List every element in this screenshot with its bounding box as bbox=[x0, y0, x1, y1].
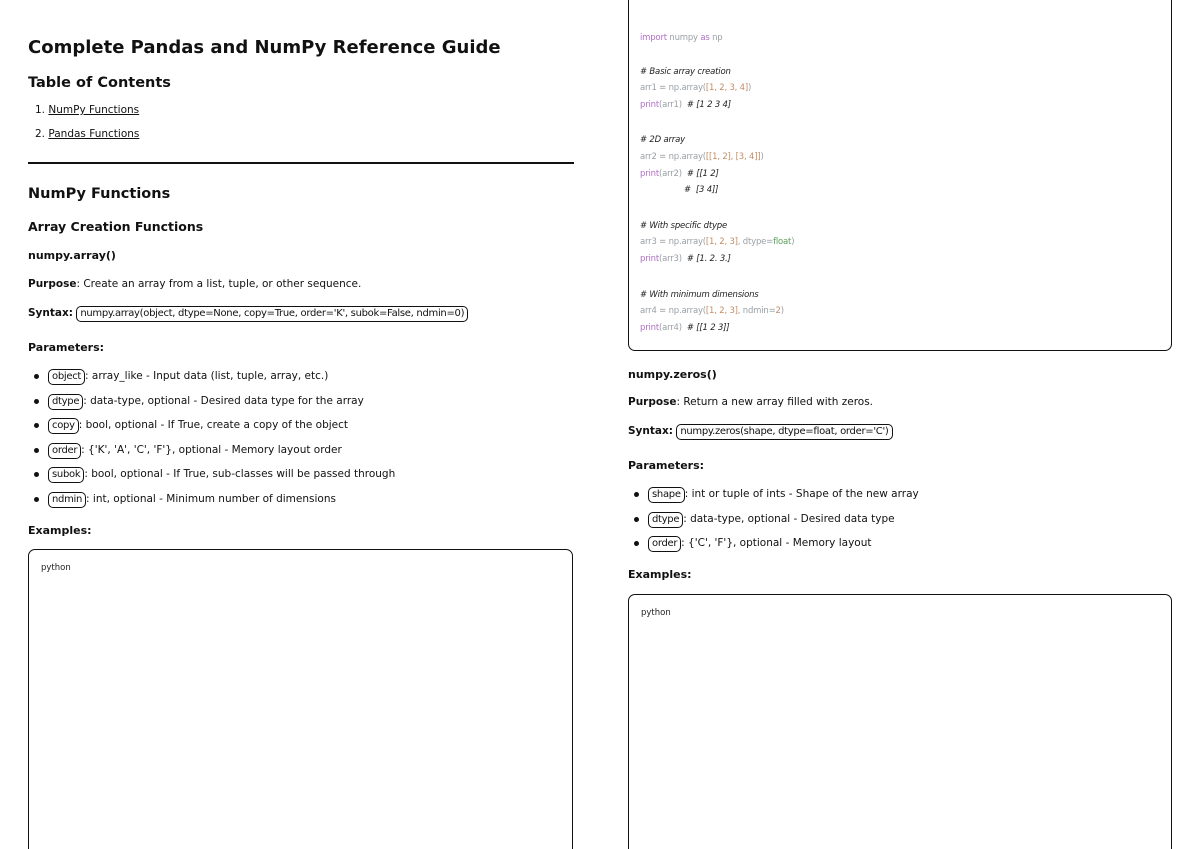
toc-item-pandas[interactable] bbox=[35, 128, 139, 140]
purpose-text: Return a new array filled with zeros. bbox=[683, 396, 874, 408]
purpose-label: Purpose bbox=[28, 278, 77, 290]
param-description: : bool, optional - If True, sub-classes will be passed through bbox=[84, 468, 396, 480]
code-content bbox=[640, 0, 795, 333]
toc-item-number: 1. bbox=[35, 104, 46, 116]
list-item bbox=[28, 367, 395, 392]
syntax-code: numpy.array(object, dtype=None, copy=True, order='K', subok=False, ndmin=0) bbox=[76, 306, 468, 322]
param-name-code: order bbox=[648, 536, 681, 552]
numpy-array-purpose: Purpose: Create an array from a list, tuple, or other sequence. bbox=[28, 278, 362, 290]
code-line: arr3 = np.array([1, 2, 3], dtype=float) bbox=[640, 237, 795, 247]
toc-item-numpy[interactable] bbox=[35, 104, 139, 116]
code-line: arr4 = np.array([1, 2, 3], ndmin=2) bbox=[640, 306, 784, 316]
code-line: print(arr1) # [1 2 3 4] bbox=[640, 100, 731, 110]
page-title: Complete Pandas and NumPy Reference Guide bbox=[28, 37, 501, 58]
param-name-code: copy bbox=[48, 418, 79, 434]
list-item bbox=[628, 485, 919, 510]
list-item bbox=[628, 510, 919, 535]
array-creation-heading: Array Creation Functions bbox=[28, 219, 204, 234]
code-line: import numpy as np bbox=[640, 33, 723, 43]
code-line: arr2 = np.array([[1, 2], [3, 4]]) bbox=[640, 152, 764, 162]
syntax-label: Syntax: bbox=[628, 425, 673, 437]
numpy-zeros-heading: numpy.zeros() bbox=[628, 368, 717, 381]
toc-heading: Table of Contents bbox=[28, 75, 171, 91]
param-description: : data-type, optional - Desired data type bbox=[683, 512, 895, 525]
list-item bbox=[28, 441, 395, 466]
param-name-code: subok bbox=[48, 467, 84, 483]
param-name-code: ndmin bbox=[48, 492, 86, 508]
param-description: : {'C', 'F'}, optional - Memory layout bbox=[681, 537, 872, 549]
toc-link-numpy-functions[interactable]: NumPy Functions bbox=[48, 104, 140, 116]
code-comment: # With specific dtype bbox=[640, 221, 728, 231]
numpy-zeros-purpose: Purpose: Return a new array filled with zeros. bbox=[628, 396, 874, 408]
list-item bbox=[28, 490, 395, 515]
syntax-label: Syntax: bbox=[28, 307, 73, 319]
code-comment: # 2D array bbox=[640, 135, 685, 145]
param-description: : bool, optional - If True, create a copy of the object bbox=[78, 419, 349, 431]
param-description: : int, optional - Minimum number of dimensions bbox=[86, 492, 336, 505]
param-name-code: shape bbox=[648, 487, 685, 503]
code-block-continued bbox=[628, 0, 1172, 351]
param-name-code: dtype bbox=[648, 512, 683, 528]
code-line: print(arr2) # [[1 2] bbox=[640, 169, 719, 179]
param-name-code: dtype bbox=[48, 394, 83, 410]
section-divider bbox=[28, 162, 574, 164]
purpose-label: Purpose bbox=[628, 396, 677, 408]
syntax-code: numpy.zeros(shape, dtype=float, order='C') bbox=[676, 424, 892, 440]
param-description: : {'K', 'A', 'C', 'F'}, optional - Memory layout order bbox=[81, 443, 342, 456]
code-language-label: python bbox=[641, 608, 671, 618]
numpy-array-syntax bbox=[28, 306, 468, 322]
param-description: : data-type, optional - Desired data type for the array bbox=[83, 394, 364, 407]
list-item bbox=[28, 392, 395, 417]
code-line: print(arr3) # [1. 2. 3.] bbox=[640, 254, 731, 264]
code-line: arr1 = np.array([1, 2, 3, 4]) bbox=[640, 83, 752, 93]
left-page-column bbox=[28, 0, 574, 849]
numpy-zeros-parameter-list bbox=[628, 485, 919, 559]
list-item bbox=[28, 416, 395, 441]
examples-label: Examples: bbox=[628, 568, 692, 581]
toc-link-pandas-functions[interactable]: Pandas Functions bbox=[48, 128, 140, 140]
code-block bbox=[628, 594, 1172, 849]
examples-label: Examples: bbox=[28, 524, 92, 537]
code-block bbox=[28, 549, 573, 849]
code-language-label: python bbox=[41, 563, 71, 573]
parameters-label: Parameters: bbox=[28, 341, 105, 354]
right-page-column bbox=[628, 0, 1173, 849]
code-comment: # With minimum dimensions bbox=[640, 290, 759, 300]
numpy-array-parameter-list bbox=[28, 367, 395, 514]
code-comment: # Basic array creation bbox=[640, 67, 731, 77]
numpy-array-heading: numpy.array() bbox=[28, 249, 116, 262]
param-name-code: object bbox=[48, 369, 85, 385]
numpy-section-heading: NumPy Functions bbox=[28, 186, 171, 202]
param-description: : int or tuple of ints - Shape of the new array bbox=[684, 488, 919, 500]
purpose-text: Create an array from a list, tuple, or other sequence. bbox=[83, 278, 362, 290]
code-line: print(arr4) # [[1 2 3]] bbox=[640, 323, 730, 333]
code-line: # [3 4]] bbox=[684, 185, 719, 195]
param-description: : array_like - Input data (list, tuple, array, etc.) bbox=[85, 370, 329, 382]
list-item bbox=[28, 465, 395, 490]
numpy-zeros-syntax bbox=[628, 424, 893, 440]
parameters-label: Parameters: bbox=[628, 459, 705, 472]
toc-item-number: 2. bbox=[35, 128, 46, 140]
param-name-code: order bbox=[48, 443, 81, 459]
list-item bbox=[628, 534, 919, 559]
